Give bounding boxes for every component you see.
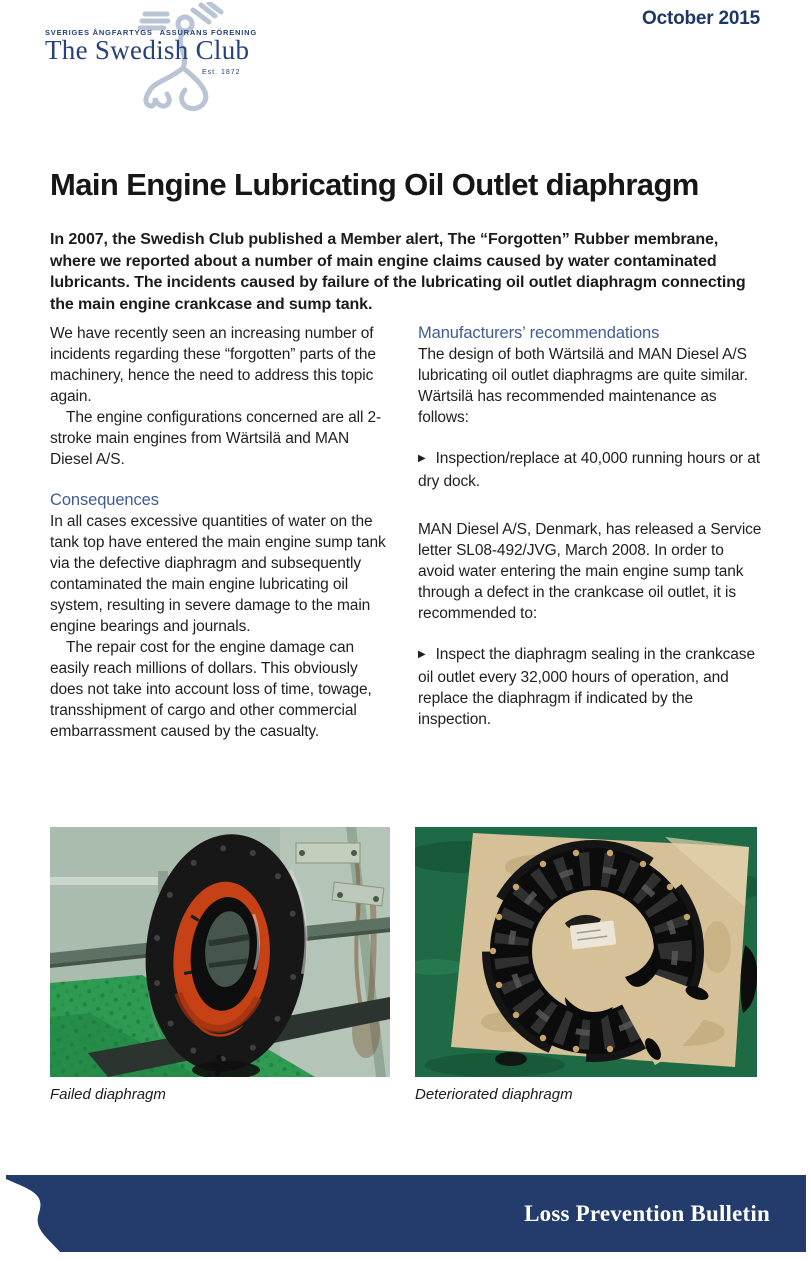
logo-small-left: SVERIGES ÅNGFARTYGS	[45, 28, 153, 37]
paragraph: The engine configurations concerned are all 2-stroke main engines from Wärtsilä and MAN Diesel A/S.	[50, 409, 382, 468]
body-columns	[50, 323, 762, 742]
failed-diaphragm-photo	[50, 827, 390, 1077]
figures-row	[50, 827, 757, 1103]
intro-paragraph: In 2007, the Swedish Club published a Member alert, The “Forgotten” Rubber membrane, where we reported about a number of main engine claims caused by water contaminated lubricants. The incidents caused by failure of the lubricating oil outlet diaphragm connecting the main engine crankcase and sump tank.	[50, 231, 746, 313]
logo-small-right: ASSURANS FÖRENING	[159, 28, 257, 37]
recommendations-heading: Manufacturers’ recommendations	[418, 324, 660, 342]
figure-caption: Failed diaphragm	[50, 1086, 166, 1103]
page-title: Main Engine Lubricating Oil Outlet diaphragm	[50, 166, 699, 202]
left-column	[50, 323, 390, 742]
bullet-text: Inspection/replace at 40,000 running hours or at dry dock.	[418, 450, 760, 490]
figure-deteriorated-diaphragm	[415, 827, 757, 1103]
logo-name: The Swedish Club	[45, 35, 250, 65]
footer-wave-icon	[6, 1175, 68, 1252]
bullet-item	[418, 448, 762, 492]
paragraph: MAN Diesel A/S, Denmark, has released a Service letter SL08-492/JVG, March 2008. In order to avoid water entering the main engine sump tank through a defect in the crankcase oil outlet, it is recommended to:	[418, 521, 762, 622]
paragraph: The repair cost for the engine damage can easily reach millions of dollars. This obviously does not take into account loss of time, towage, transshipment of cargo and other commercial embarrassment caused by the casualty.	[50, 639, 372, 740]
logo-est: Est. 1872	[202, 69, 241, 76]
paragraph: The design of both Wärtsilä and MAN Diesel A/S lubricating oil outlet diaphragms are quite similar. Wärtsilä has recommended maintenance as follows:	[418, 346, 748, 426]
footer-bar	[6, 1175, 806, 1252]
footer-label: Loss Prevention Bulletin	[524, 1200, 770, 1226]
deteriorated-diaphragm-photo	[415, 827, 757, 1077]
bullet-item	[418, 644, 762, 730]
swedish-club-logo	[45, 2, 261, 114]
figure-caption: Deteriorated diaphragm	[415, 1086, 573, 1103]
paragraph: We have recently seen an increasing number of incidents regarding these “forgotten” parts of the machinery, hence the need to address this topic again.	[50, 325, 376, 405]
bullet-triangle-icon: ▶	[418, 453, 426, 464]
right-column	[418, 323, 762, 742]
paragraph: In all cases excessive quantities of water on the tank top have entered the main engine sump tank via the defective diaphragm and subsequently contaminated the main engine lubricating oil system, resulting in severe damage to the main engine bearings and journals.	[50, 513, 386, 635]
bullet-triangle-icon: ▶	[418, 649, 426, 660]
bullet-text: Inspect the diaphragm sealing in the crankcase oil outlet every 32,000 hours of operation, and replace the diaphragm if indicated by the inspection.	[418, 646, 755, 728]
issue-date: October 2015	[642, 8, 760, 29]
consequences-heading: Consequences	[50, 491, 159, 509]
figure-failed-diaphragm	[50, 827, 390, 1103]
